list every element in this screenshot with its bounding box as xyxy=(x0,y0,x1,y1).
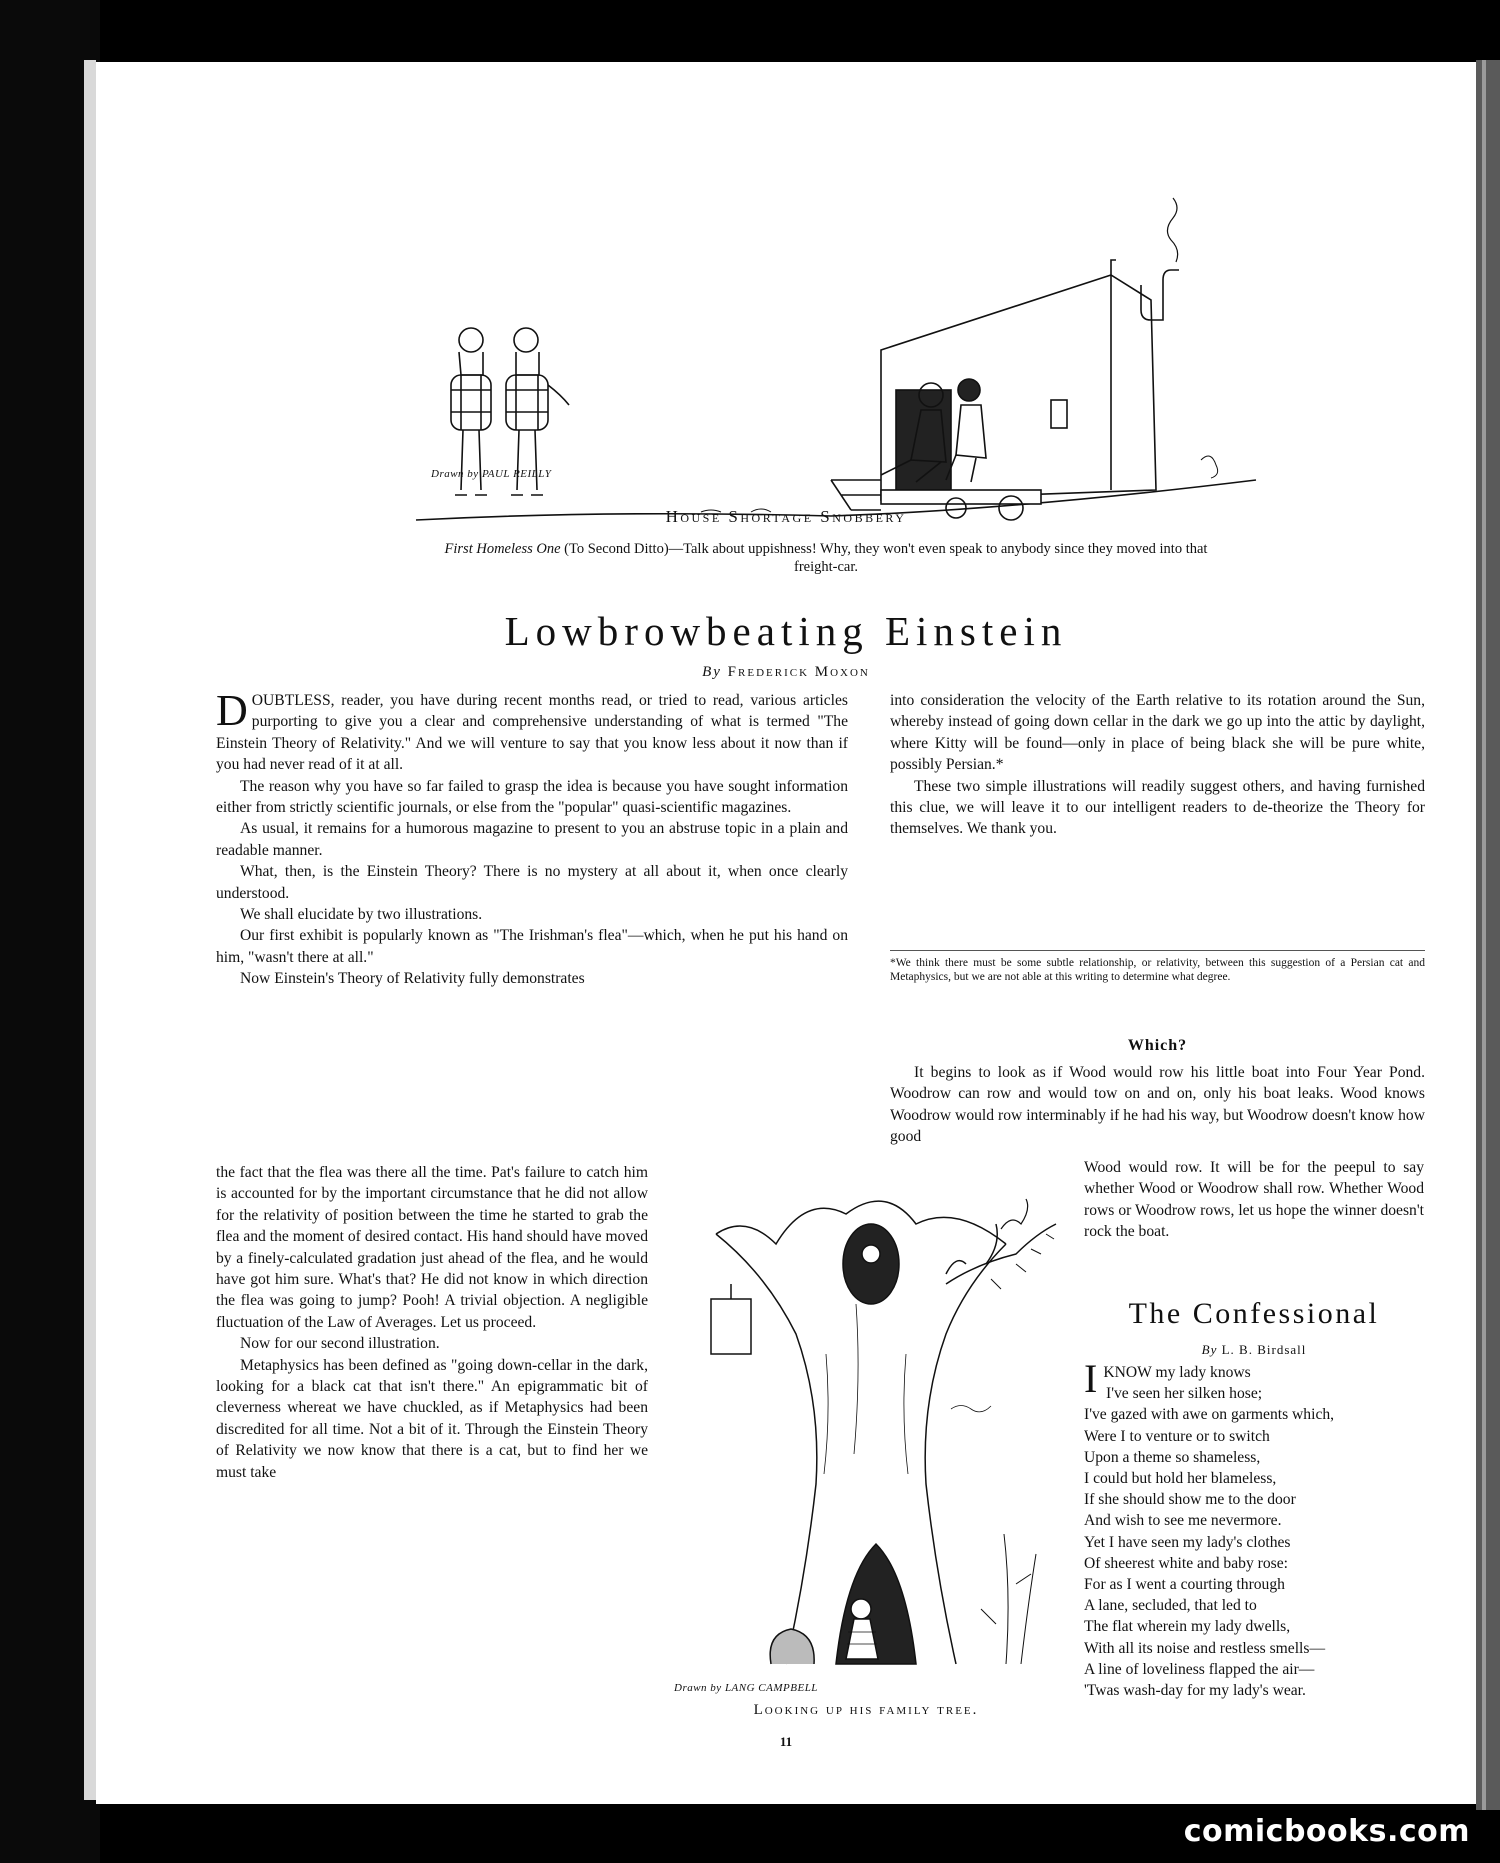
site-watermark: comicbooks.com xyxy=(1183,1814,1470,1849)
poem-line: I could but hold her blameless, xyxy=(1084,1470,1277,1488)
article-paragraph: into consideration the velocity of the Earth relative to its rotation around the Sun, whereby instead of going down cellar in the dark we go up into the attic by daylight, where Kitty will be found—only in place of being black she will be pure white, possibly Persian.* xyxy=(890,692,1425,774)
poem-title: The Confessional xyxy=(1128,1297,1380,1330)
poem-line: A lane, secluded, that led to xyxy=(1084,1597,1257,1615)
poem-line: With all its noise and restless smells— xyxy=(1084,1639,1326,1657)
article-paragraph: We shall elucidate by two illustrations. xyxy=(240,906,483,924)
which-heading: Which? xyxy=(1127,1037,1188,1054)
family-tree-cartoon xyxy=(656,1154,1076,1674)
poem-line: 'Twas wash-day for my lady's wear. xyxy=(1084,1682,1306,1700)
poem-line: I've seen her silken hose; xyxy=(1106,1385,1263,1403)
article-column-1-narrow xyxy=(216,1162,648,1483)
article-paragraph: These two simple illustrations will readily suggest others, and having furnished this clue, we will leave it to our intelligent readers to de-theorize the Theory for themselves. We thank you. xyxy=(890,777,1425,838)
poem-byline: By L. B. Birdsall xyxy=(1201,1342,1307,1357)
article-title: Lowbrowbeating Einstein xyxy=(504,608,1068,654)
byline-by: By xyxy=(702,664,722,680)
article-column-2 xyxy=(890,690,1425,840)
poem-author: L. B. Birdsall xyxy=(1221,1342,1307,1357)
poem-line: The flat wherein my lady dwells, xyxy=(1084,1618,1291,1636)
caption-speaker: First Homeless One xyxy=(444,541,561,557)
cartoon-credit: Drawn by PAUL REILLY xyxy=(431,468,552,480)
article-paragraph: Metaphysics has been defined as "going down-cellar in the dark, looking for a black cat that isn't there." An epigrammatic bit of cleverness whereat we have chuckled, as if Metaphysics had been discredited for all time. Not a bit of it. Through the Einstein Theory of Relativity we now know that there is a cat, but to find her we must take xyxy=(216,1356,648,1481)
drop-cap: D xyxy=(216,686,248,735)
byline-author: Frederick Moxon xyxy=(727,664,870,680)
cartoon-title: House Shortage Snobbery xyxy=(665,507,907,526)
tree-cartoon-caption: Looking up his family tree. xyxy=(753,1702,979,1718)
article-paragraph: What, then, is the Einstein Theory? There is no mystery at all about it, when once clearly understood. xyxy=(216,863,848,902)
poem-line: Upon a theme so shameless, xyxy=(1084,1448,1261,1466)
drop-cap: I xyxy=(1084,1356,1098,1401)
poem-line: Yet I have seen my lady's clothes xyxy=(1084,1533,1291,1551)
article-paragraph: the fact that the flea was there all the time. Pat's failure to catch him is accounted for by the important circumstance that he did not allow for the relativity of position between the time he started to grab the flea and the moment of desired contact. His hand should have moved by a finely-calculated gradation just ahead of the flea, and he would have got him sure. What's that? He did not know in which direction the flea was going to jump? Pooh! A trivial objection. A negligible fluctuation of the Law of Averages. Let us proceed. xyxy=(216,1164,648,1331)
article-paragraph: DOUBTLESS, reader, you have during recent months read, or tried to read, various articles purporting to give you a clear and comprehensive understanding of what is termed "The Einstein Theory of Relativity." And we will venture to say that you know less about it now than if you had never read of it at all. xyxy=(216,686,848,774)
cartoon-caption xyxy=(426,540,1226,576)
poem-line: If she should show me to the door xyxy=(1084,1491,1296,1509)
page-edge xyxy=(84,60,96,1800)
poem-line: And wish to see me nevermore. xyxy=(1084,1512,1282,1530)
poem-body xyxy=(1084,1356,1434,1701)
poem-line: For as I went a courting through xyxy=(1084,1576,1285,1594)
article-paragraph: The reason why you have so far failed to grasp the idea is because you have sought information either from strictly scientific journals, or else from the "popular" quasi-scientific magazines. xyxy=(216,777,848,817)
article-paragraph: Now for our second illustration. xyxy=(240,1335,440,1353)
magazine-page xyxy=(96,62,1476,1804)
tree-cartoon-credit: Drawn by LANG CAMPBELL xyxy=(674,1682,818,1694)
book-binding-right xyxy=(1476,60,1500,1810)
caption-text: (To Second Ditto)—Talk about uppishness! Why, they won't even speak to anybody since they moved into that freight-car. xyxy=(560,541,1208,575)
article-paragraph: Now Einstein's Theory of Relativity fully demonstrates xyxy=(240,970,585,988)
article-paragraph: As usual, it remains for a humorous magazine to present to you an abstruse topic in a plain and readable manner. xyxy=(216,820,848,859)
poem-line: Were I to venture or to switch xyxy=(1084,1427,1270,1445)
article-footnote: *We think there must be some subtle relationship, or relativity, between this suggestion of a Persian cat and Metaphysics, but we are not able at this writing to determine what degree. xyxy=(890,950,1425,984)
poem-line: Of sheerest white and baby rose: xyxy=(1084,1554,1288,1572)
which-paragraph-2: Wood would row. It will be for the peepul to say whether Wood or Woodrow shall row. Whether Wood rows or Woodrow rows, let us hope the winner doesn't rock the boat. xyxy=(1084,1159,1424,1241)
article-byline xyxy=(96,664,1476,681)
article-column-1 xyxy=(216,686,848,990)
article-paragraph: Our first exhibit is popularly known as "The Irishman's flea"—which, when he put his hand on him, "wasn't there at all." xyxy=(216,927,848,966)
page-number: 11 xyxy=(779,1734,793,1749)
poem-line: A line of loveliness flapped the air— xyxy=(1084,1660,1315,1678)
poem-line: IKNOW my lady knows xyxy=(1084,1356,1251,1401)
poem-line: I've gazed with awe on garments which, xyxy=(1084,1406,1335,1424)
which-paragraph-1: It begins to look as if Wood would row his little boat into Four Year Pond. Woodrow can row and would tow on and on, only his boat leaks. Wood knows Woodrow would row interminably if he had his way, but Woodrow doesn't know how good xyxy=(890,1064,1425,1146)
